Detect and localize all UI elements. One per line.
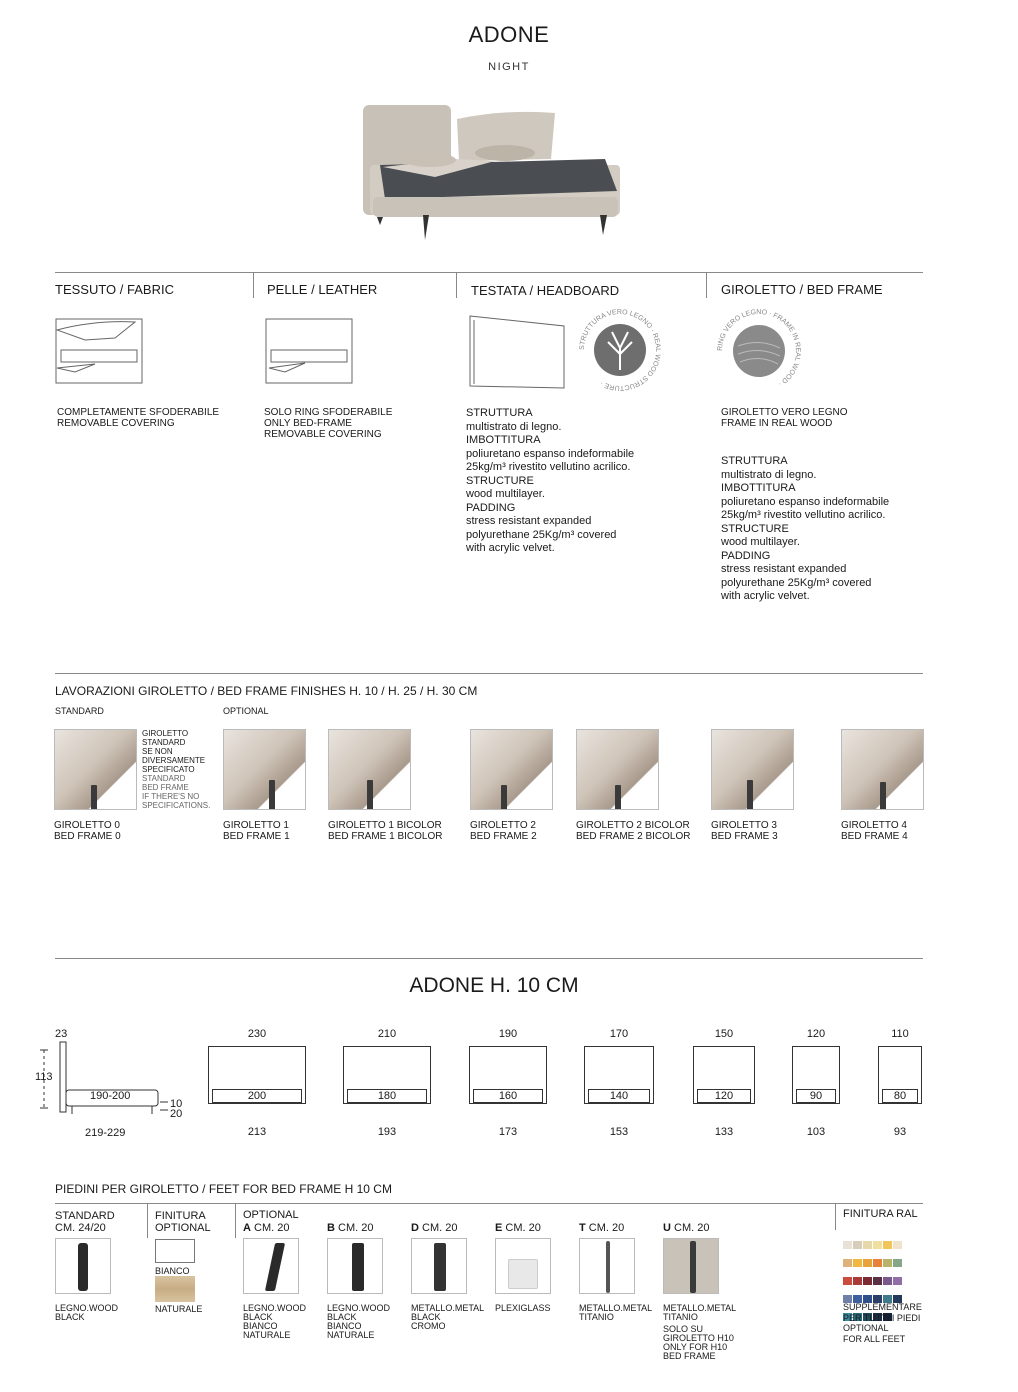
bed-top-dim: 120 [806,1028,826,1040]
finish-label-1 [223,820,290,842]
dim-head-depth: 23 [55,1028,68,1040]
foot-option [411,1222,495,1362]
real-wood-frame-badge-icon [716,308,802,394]
foot-mat-en: .METAL [620,1303,653,1313]
headboard-line: multistrato di legno. [466,420,562,433]
ral-swatch [893,1259,902,1267]
foot-standard [55,1210,115,1234]
headboard-desc [466,407,686,556]
bed-top-view [343,1028,431,1143]
foot-code-letter: D [411,1222,419,1234]
finish-thumb-4 [576,729,659,810]
optional-label: OPTIONAL [223,706,269,716]
frame-desc [721,407,921,429]
finish-it: GIROLETTO 0 [54,820,120,831]
bed-mattress-dim: 160 [498,1090,518,1102]
foot-option [579,1222,663,1362]
divider [706,272,707,298]
ral-swatch [873,1241,882,1249]
finishes-subtitle: / BED FRAME FINISHES H. 10 / H. 25 / H. 30 CM [207,684,478,698]
headboard-line: stress resistant expanded [466,515,592,527]
ral-swatch [883,1277,892,1285]
finish-en: BED FRAME 2 [470,831,537,842]
foot-desc [663,1304,747,1361]
foot-code-size: CM. 20 [418,1222,458,1234]
fabric-header [55,282,174,297]
foot-mat: METALLO [579,1303,621,1313]
divider [55,673,923,674]
bed-top-view [792,1028,840,1143]
side-view-drawing [38,1040,188,1120]
feet-optional-label: OPTIONAL [243,1209,299,1221]
finish-it: GIROLETTO 4 [841,820,907,831]
leather-line: ONLY BED-FRAME [264,418,352,429]
finish-thumb-1 [223,729,306,810]
headboard-line: with acrylic velvet. [466,542,555,554]
finish-optional-labels [155,1210,211,1234]
bed-mattress-dim: 120 [714,1090,734,1102]
foot-standard-mat [55,1304,118,1322]
foot-code-size: CM. 20 [585,1222,625,1234]
leather-subtitle: / LEATHER [307,282,378,297]
foot-note: ONLY FOR H10 BED FRAME [663,1342,728,1361]
foot-code-size: CM. 20 [502,1222,541,1234]
ral-swatch [863,1259,872,1267]
divider [456,272,457,298]
frame-title: GIROLETTO [721,282,796,297]
foot-code-letter: B [327,1222,335,1234]
headboard-line: wood multilayer. [466,488,545,500]
dim-h2: 20 [170,1108,183,1120]
foot-desc [243,1304,327,1340]
leather-header [267,282,377,297]
note-line: SE NON [142,747,173,756]
ral-line: FOR ALL FEET [843,1333,906,1344]
foot-mat-en: .WOOD [274,1303,307,1313]
foot-code [327,1222,411,1234]
leather-bed-sketch-icon [265,318,353,384]
leather-line: SOLO RING SFODERABILE [264,407,393,418]
ral-swatch [883,1259,892,1267]
headboard-subtitle: / HEADBOARD [525,283,620,298]
foot-code-size: CM. 20 [250,1222,290,1234]
page-subtitle: NIGHT [488,61,530,73]
foot-image [327,1238,383,1294]
bed-bottom-dim: 173 [498,1126,518,1138]
bed-top-dim: 170 [609,1028,629,1040]
standard-label: STANDARD [55,706,104,716]
finish-natural-swatch [155,1276,195,1302]
bed-mattress-dim: 80 [893,1090,907,1102]
finish-label-6 [841,820,908,842]
bed-top-dim: 150 [714,1028,734,1040]
bed-mattress-dim: 180 [377,1090,397,1102]
ral-swatch [873,1259,882,1267]
foot-mat-en: .METAL [704,1303,737,1313]
ral-swatch [883,1241,892,1249]
foot-note: SOLO SU GIROLETTO H10 [663,1324,734,1343]
fabric-title: TESSUTO [55,282,117,297]
headboard-header [471,283,619,298]
foot-standard-size: CM. 24/20 [55,1222,106,1234]
frame-line: STRUTTURA [721,455,788,467]
finish-label-4 [576,820,690,842]
foot-image [243,1238,299,1294]
headboard-line: poliuretano espanso indeformabile [466,447,635,460]
bed-top-dim: 210 [377,1028,397,1040]
foot-desc [327,1304,411,1340]
headboard-line: STRUCTURE [466,474,534,487]
ral-swatch [853,1259,862,1267]
fabric-bed-sketch-icon [55,318,143,384]
ral-swatch [893,1241,902,1249]
foot-option [327,1222,411,1362]
finish-thumb-5 [711,729,794,810]
frame-line: stress resistant expanded [721,563,847,575]
frame-desc-2 [721,455,921,604]
ral-line: SUPPLEMENTARE [843,1302,922,1312]
leather-line: REMOVABLE COVERING [264,429,382,440]
bed-bottom-dim: 133 [714,1126,734,1138]
foot-mat: LEGNO [55,1303,87,1313]
headboard-line: STRUTTURA [466,407,533,419]
feet-height: H 10 CM [341,1182,392,1196]
note-line: IF THERE'S NO [142,792,200,801]
foot-color: TITANIO [579,1312,614,1322]
foot-code [495,1222,579,1234]
finish-thumb-3 [470,729,553,810]
bed-mattress-dim: 140 [609,1090,629,1102]
bed-bottom-dim: 153 [609,1126,629,1138]
bed-bottom-dim: 213 [247,1126,267,1138]
headboard-line: PADDING [466,501,516,514]
divider [147,1203,148,1238]
ral-label: FINITURA RAL [843,1208,918,1220]
finish-natural-label: NATURALE [155,1304,203,1314]
bed-top-dim: 230 [247,1028,267,1040]
finish-thumb-6 [841,729,924,810]
divider [55,1203,923,1204]
dimensions-title: ADONE H. 10 CM [409,974,579,997]
foot-image [495,1238,551,1294]
dim-inner: 190-200 [90,1090,131,1102]
frame-line: with acrylic velvet. [721,590,810,602]
finish-it: GIROLETTO 1 BICOLOR [328,820,442,831]
frame-line: polyurethane 25Kg/m³ covered [721,576,872,589]
finish-label-5 [711,820,778,842]
foot-standard-label: STANDARD [55,1210,115,1222]
foot-color: NATURALE [327,1330,375,1340]
note-line: GIROLETTO [142,729,189,738]
dim-outer: 219-229 [85,1127,126,1139]
bed-product-image [355,95,630,250]
dim-h1: 10 [170,1098,183,1110]
foot-code [411,1222,495,1234]
real-wood-structure-badge-icon [578,308,662,392]
finish-label-3 [470,820,537,842]
foot-color: BLACK [243,1312,273,1322]
bed-mattress-dim: 200 [247,1090,267,1102]
foot-mat: LEGNO [327,1303,359,1313]
foot-desc [579,1304,663,1322]
divider [835,1203,836,1230]
foot-code-letter: E [495,1222,503,1234]
frame-badge-text: RING VERO LEGNO · FRAME IN REAL WOOD · [716,308,802,388]
finish-label-2 [328,820,442,842]
note-line: STANDARD [142,774,186,783]
headboard-line: 25kg/m³ rivestito vellutino acrilico. [466,461,631,473]
frame-line: IMBOTTITURA [721,482,796,494]
foot-mat-en: .WOOD [86,1303,119,1313]
feet-subtitle: / FEET FOR BED FRAME [198,1182,342,1196]
finish-en: BED FRAME 4 [841,831,908,842]
finish-it: GIROLETTO 3 [711,820,777,831]
feet-header [55,1182,392,1196]
finish-it: GIROLETTO 2 BICOLOR [576,820,690,831]
bed-mattress-dim: 90 [809,1090,823,1102]
feet-title: PIEDINI PER GIROLETTO [55,1182,199,1196]
page-title: ADONE [468,22,550,47]
finish-en: BED FRAME 1 [223,831,290,842]
ral-swatch [863,1277,872,1285]
foot-desc [495,1304,579,1313]
leather-desc [264,407,454,440]
foot-mat-en: .WOOD [358,1303,391,1313]
foot-option [495,1222,579,1362]
frame-line: wood multilayer. [721,536,800,548]
foot-code [579,1222,663,1234]
fabric-line: COMPLETAMENTE SFODERABILE [57,407,220,418]
standard-note [142,729,222,810]
divider [55,272,923,273]
fabric-subtitle: / FABRIC [116,282,174,297]
ral-swatch [863,1241,872,1249]
headboard-badge-text: STRUTTURA VERO LEGNO · REAL WOOD STRUCTURE · [578,308,662,392]
ral-line: OPTIONAL [843,1323,889,1333]
frame-line: poliuretano espanso indeformabile [721,495,890,508]
foot-image [579,1238,635,1294]
foot-desc [411,1304,495,1331]
foot-option [243,1222,327,1362]
bed-top-view [469,1028,547,1143]
bed-top-view [878,1028,922,1143]
ral-swatch [873,1277,882,1285]
ral-swatch [893,1277,902,1285]
foot-mat: METALLO [411,1303,453,1313]
finish-label: FINITURA [155,1210,206,1222]
finishes-title: LAVORAZIONI GIROLETTO [55,684,208,698]
foot-code-letter: A [243,1222,251,1234]
ral-line: PER TUTTI I PIEDI [843,1312,921,1323]
leather-title: PELLE [267,282,308,297]
divider [55,958,923,959]
ral-swatch [843,1241,852,1249]
frame-subtitle: / BED FRAME [795,282,883,297]
finish-it: GIROLETTO 1 [223,820,289,831]
bed-bottom-dim: 193 [377,1126,397,1138]
finish-thumb-2 [328,729,411,810]
ral-swatch [843,1259,852,1267]
ral-swatch [853,1241,862,1249]
foot-color: BLACK [55,1312,85,1322]
frame-header [721,282,883,297]
foot-color: BIANCO [243,1321,278,1331]
finish-white-swatch [155,1239,195,1263]
fabric-desc [57,407,247,429]
finish-it: GIROLETTO 2 [470,820,536,831]
foot-code [243,1222,327,1234]
frame-line: multistrato di legno. [721,468,817,481]
foot-mat-en: .METAL [452,1303,485,1313]
frame-line: FRAME IN REAL WOOD [721,418,833,429]
frame-line: STRUCTURE [721,522,789,535]
foot-option [663,1222,747,1362]
ral-swatch [853,1277,862,1285]
bed-top-view [584,1028,654,1143]
foot-code-letter: U [663,1222,671,1234]
foot-color: BLACK [411,1312,441,1322]
frame-line: 25kg/m³ rivestito vellutino acrilico. [721,509,886,521]
foot-mat: METALLO [663,1303,705,1313]
finish-en: BED FRAME 1 BICOLOR [328,831,443,842]
foot-color: NATURALE [243,1330,291,1340]
fabric-line: REMOVABLE COVERING [57,418,175,429]
divider [235,1203,236,1238]
headboard-sketch-icon [468,312,568,390]
foot-image [411,1238,467,1294]
dim-height: 113 [35,1071,53,1083]
note-line: SPECIFICATO [142,765,195,774]
finishes-header [55,684,477,698]
finish-en: BED FRAME 3 [711,831,778,842]
bed-top-dim: 190 [498,1028,518,1040]
bed-top-view [693,1028,755,1143]
bed-bottom-dim: 93 [893,1126,907,1138]
ral-swatch [843,1277,852,1285]
bed-top-view [208,1028,306,1143]
finish-en: BED FRAME 2 BICOLOR [576,831,691,842]
note-line: BED FRAME [142,783,189,792]
finish-en: BED FRAME 0 [54,831,121,842]
foot-image [663,1238,719,1294]
bed-top-dim: 110 [891,1028,909,1040]
note-line: SPECIFICATIONS. [142,801,211,810]
finish-thumb-0 [54,729,137,810]
foot-standard-image [55,1238,111,1294]
finish-white-label: BIANCO [155,1266,190,1276]
foot-color: CROMO [411,1321,446,1331]
finish-label-0 [54,820,121,842]
finish-label: OPTIONAL [155,1222,211,1234]
foot-color: BIANCO [327,1321,362,1331]
headboard-title: TESTATA [471,283,526,298]
ral-notes [843,1302,933,1344]
foot-mat: LEGNO [243,1303,275,1313]
foot-code-size: CM. 20 [334,1222,374,1234]
note-line: STANDARD [142,738,186,747]
note-line: DIVERSAMENTE [142,756,206,765]
foot-code-letter: T [579,1222,586,1234]
foot-mat: PLEXIGLASS [495,1303,551,1313]
foot-color: BLACK [327,1312,357,1322]
headboard-line: polyurethane 25Kg/m³ covered [466,528,617,541]
foot-code [663,1222,747,1234]
frame-line: GIROLETTO VERO LEGNO [721,407,848,418]
headboard-line: IMBOTTITURA [466,434,541,446]
foot-color: TITANIO [663,1312,698,1322]
divider [253,272,254,298]
bed-bottom-dim: 103 [806,1126,826,1138]
frame-line: PADDING [721,549,771,562]
foot-code-size: CM. 20 [670,1222,710,1234]
